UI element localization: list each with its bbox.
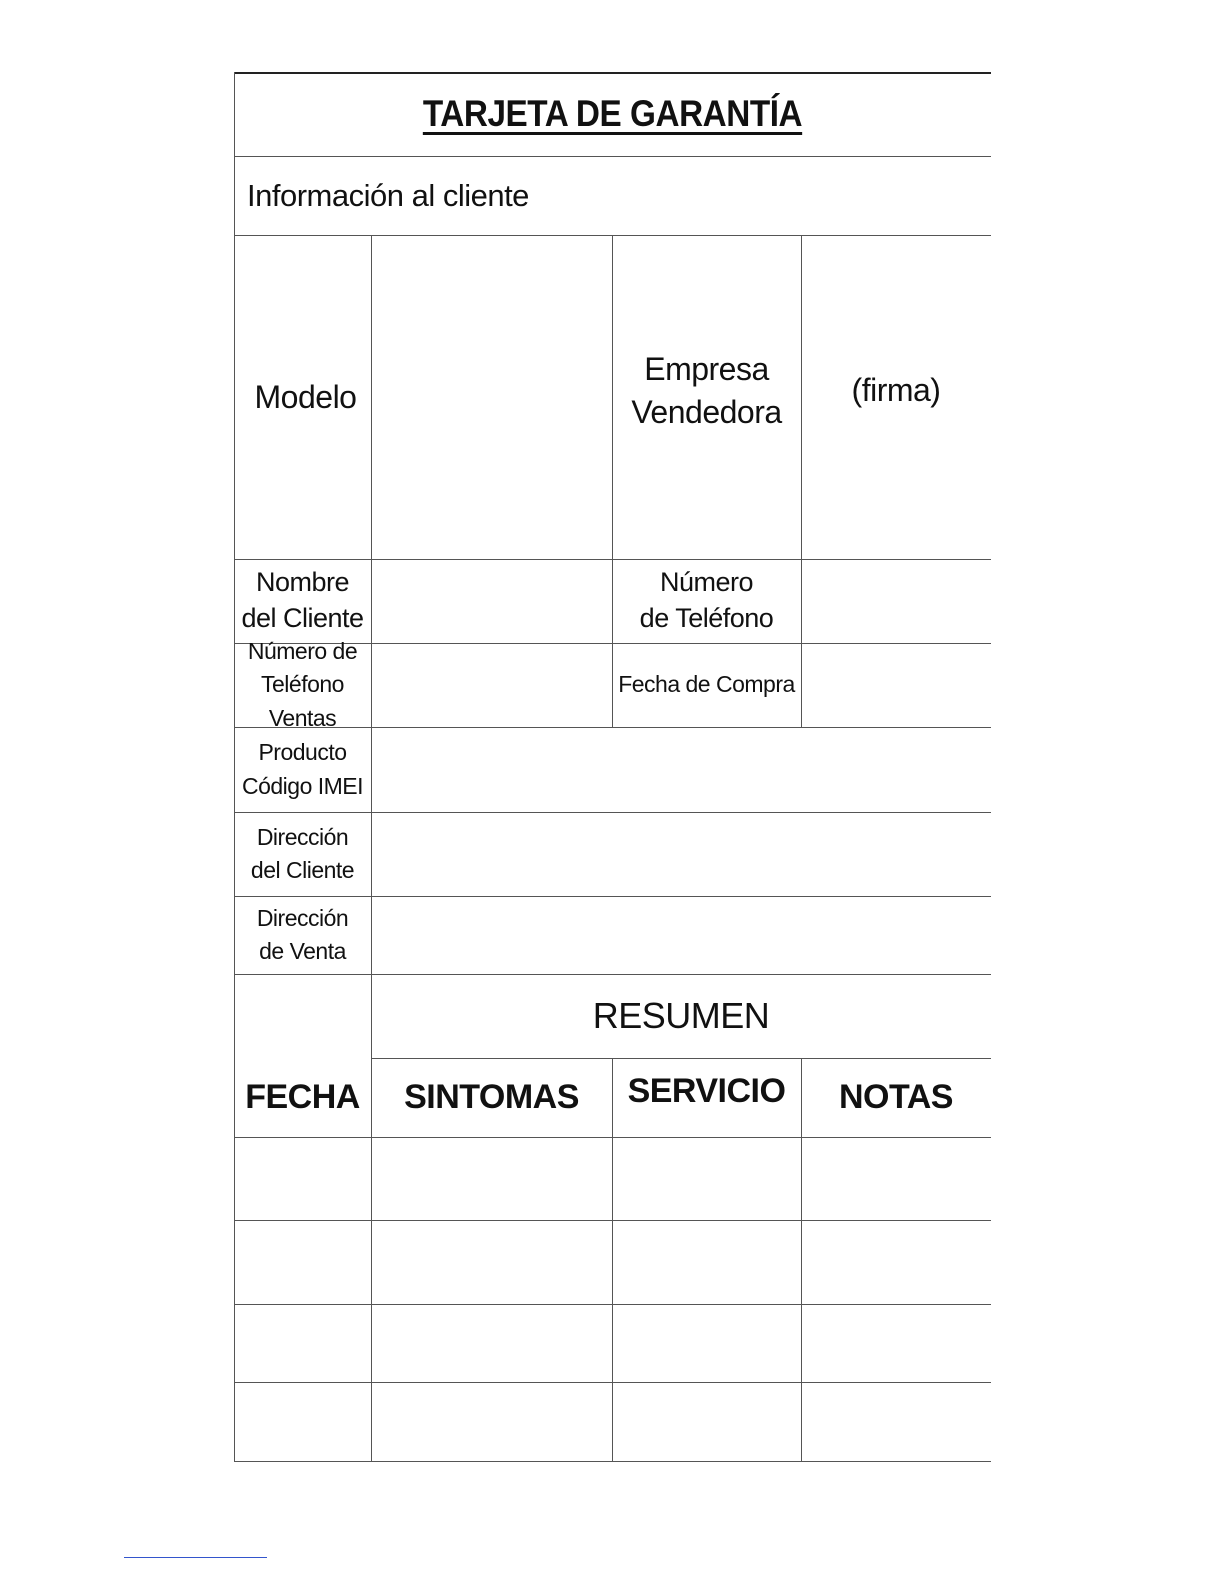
- log-row-3-notas[interactable]: [801, 1304, 991, 1382]
- card-title: TARJETA DE GARANTÍA: [422, 93, 803, 134]
- log-row-1-servicio[interactable]: [612, 1137, 801, 1220]
- modelo-field[interactable]: [371, 235, 612, 559]
- producto-imei-label: Producto Código IMEI: [241, 739, 364, 799]
- notas-column-header: NOTAS: [839, 1078, 953, 1116]
- fecha-compra-field[interactable]: [801, 643, 991, 727]
- log-row-4-notas[interactable]: [801, 1382, 991, 1461]
- firma-field[interactable]: (firma): [851, 372, 941, 409]
- log-row-1-fecha[interactable]: [234, 1137, 371, 1220]
- log-row-3-fecha[interactable]: [234, 1304, 371, 1382]
- log-row-3-sintomas[interactable]: [371, 1304, 612, 1382]
- log-row-2-fecha[interactable]: [234, 1220, 371, 1304]
- warranty-card: [234, 72, 991, 1463]
- servicio-column-header: SERVICIO: [627, 1072, 786, 1110]
- log-row-2-notas[interactable]: [801, 1220, 991, 1304]
- direccion-venta-label: Dirección de Venta: [256, 904, 349, 964]
- log-row-1-sintomas[interactable]: [371, 1137, 612, 1220]
- telefono-ventas-label: Número de Teléfono Ventas: [247, 637, 358, 731]
- direccion-cliente-label: Dirección del Cliente: [250, 823, 355, 883]
- fecha-compra-label: Fecha de Compra: [618, 671, 795, 698]
- section-title: Información al cliente: [247, 177, 529, 213]
- sintomas-column-header: SINTOMAS: [404, 1078, 579, 1116]
- resumen-title: RESUMEN: [592, 995, 770, 1036]
- modelo-label: Modelo: [254, 378, 357, 415]
- telefono-ventas-field[interactable]: [371, 643, 612, 727]
- empresa-vendedora-label: Empresa Vendedora: [631, 351, 782, 430]
- log-row-1-notas[interactable]: [801, 1137, 991, 1220]
- log-row-4-fecha[interactable]: [234, 1382, 371, 1461]
- log-row-4-sintomas[interactable]: [371, 1382, 612, 1461]
- producto-imei-field[interactable]: [371, 727, 991, 812]
- log-row-4-servicio[interactable]: [612, 1382, 801, 1461]
- numero-telefono-label: Número de Teléfono: [639, 567, 774, 633]
- nombre-cliente-label: Nombre del Cliente: [241, 567, 364, 633]
- fecha-column-header: FECHA: [245, 1078, 360, 1116]
- footnote-separator: [124, 1557, 267, 1558]
- log-row-3-servicio[interactable]: [612, 1304, 801, 1382]
- nombre-cliente-field[interactable]: [371, 559, 612, 643]
- direccion-venta-field[interactable]: [371, 896, 991, 974]
- numero-telefono-field[interactable]: [801, 559, 991, 643]
- direccion-cliente-field[interactable]: [371, 812, 991, 896]
- log-row-2-servicio[interactable]: [612, 1220, 801, 1304]
- log-row-2-sintomas[interactable]: [371, 1220, 612, 1304]
